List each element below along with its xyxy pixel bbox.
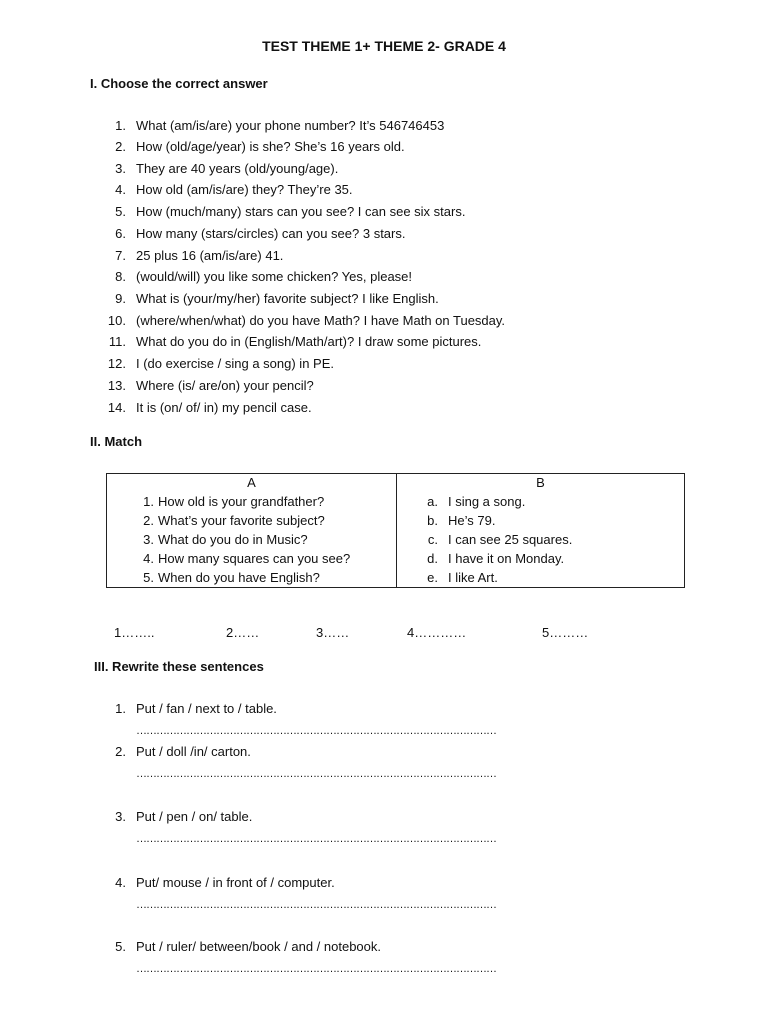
item-letter: a. (427, 494, 438, 509)
item-number: 11. (108, 334, 126, 349)
answer-line[interactable]: ……………………………………………………………………………………………… (136, 833, 496, 845)
answer-blank-2[interactable]: 2…… (226, 625, 260, 640)
item-number: 3. (143, 532, 154, 547)
item-text: How many squares can you see? (158, 551, 351, 566)
item-number: 5. (115, 939, 126, 954)
section-1-heading: I. Choose the correct answer (90, 76, 268, 91)
item-number: 3. (115, 809, 126, 824)
list-item (397, 492, 684, 511)
item-text: I sing a song. (448, 494, 526, 509)
item-text: What’s your favorite subject? (158, 513, 325, 528)
answer-blank-4[interactable]: 4………… (407, 625, 467, 640)
item-text: (where/when/what) do you have Math? I have Math on Tuesday. (136, 313, 506, 328)
item-number: 4. (115, 875, 126, 890)
column-b (397, 474, 685, 588)
item-letter: b. (427, 513, 438, 528)
item-text: They are 40 years (old/young/age). (136, 161, 339, 176)
item-text: What do you do in (English/Math/art)? I draw some pictures. (136, 334, 482, 349)
answer-line[interactable]: ……………………………………………………………………………………………… (136, 725, 496, 737)
item-text: Put/ mouse / in front of / computer. (136, 875, 335, 890)
answer-blank-5[interactable]: 5……… (542, 625, 589, 640)
item-number: 7. (115, 248, 126, 263)
item-number: 1. (115, 701, 126, 716)
item-text: I (do exercise / sing a song) in PE. (136, 356, 334, 371)
item-number: 1. (143, 494, 154, 509)
item-text: It is (on/ of/ in) my pencil case. (136, 400, 312, 415)
item-text: How old is your grandfather? (158, 494, 325, 509)
item-letter: c. (427, 532, 438, 547)
column-a (107, 474, 397, 588)
item-text: Where (is/ are/on) your pencil? (136, 378, 314, 393)
item-text: He’s 79. (448, 513, 496, 528)
list-item (107, 511, 396, 530)
item-number: 14. (107, 400, 126, 415)
item-letter: e. (427, 570, 438, 585)
page-title: TEST THEME 1+ THEME 2- GRADE 4 (262, 38, 506, 54)
item-text: What do you do in Music? (158, 532, 308, 547)
item-text: I have it on Monday. (448, 551, 565, 566)
item-text: What is (your/my/her) favorite subject? I like English. (136, 291, 439, 306)
item-number: 2. (115, 139, 126, 154)
item-text: How (much/many) stars can you see? I can see six stars. (136, 204, 466, 219)
section-3-heading: III. Rewrite these sentences (94, 659, 264, 674)
list-item (107, 568, 396, 587)
list-item (397, 530, 684, 549)
item-number: 8. (115, 269, 126, 284)
column-b-header: B (536, 475, 545, 490)
item-number: 12. (107, 356, 126, 371)
item-text: How (old/age/year) is she? She’s 16 years old. (136, 139, 405, 154)
match-table (106, 473, 685, 588)
item-number: 5. (143, 570, 154, 585)
item-text: Put / doll /in/ carton. (136, 744, 251, 759)
item-number: 2. (143, 513, 154, 528)
item-text: 25 plus 16 (am/is/are) 41. (136, 248, 284, 263)
list-item (107, 492, 396, 511)
item-text: Put / ruler/ between/book / and / notebook. (136, 939, 381, 954)
item-number: 13. (107, 378, 126, 393)
item-number: 1. (115, 118, 126, 133)
list-item (107, 549, 396, 568)
list-item (107, 530, 396, 549)
item-number: 5. (115, 204, 126, 219)
item-text: How many (stars/circles) can you see? 3 stars. (136, 226, 406, 241)
item-text: I like Art. (448, 570, 498, 585)
list-item (397, 568, 684, 587)
item-letter: d. (427, 551, 438, 566)
item-text: When do you have English? (158, 570, 320, 585)
item-number: 9. (115, 291, 126, 306)
item-number: 4. (143, 551, 154, 566)
item-number: 6. (115, 226, 126, 241)
answer-line[interactable]: ……………………………………………………………………………………………… (136, 768, 496, 780)
answer-line[interactable]: ……………………………………………………………………………………………… (136, 899, 496, 911)
item-text: (would/will) you like some chicken? Yes, please! (136, 269, 413, 284)
section-2-heading: II. Match (90, 434, 143, 449)
list-item (397, 549, 684, 568)
item-text: Put / pen / on/ table. (136, 809, 253, 824)
item-text: I can see 25 squares. (448, 532, 573, 547)
answer-line[interactable]: ……………………………………………………………………………………………… (136, 963, 496, 975)
item-text: What (am/is/are) your phone number? It’s 546746453 (136, 118, 445, 133)
item-text: Put / fan / next to / table. (136, 701, 277, 716)
item-number: 4. (115, 182, 126, 197)
item-text: How old (am/is/are) they? They’re 35. (136, 182, 353, 197)
answer-blank-3[interactable]: 3…… (316, 625, 350, 640)
column-a-header: A (247, 475, 256, 490)
answer-blank-1[interactable]: 1…….. (114, 625, 155, 640)
item-number: 10. (107, 313, 126, 328)
list-item (397, 511, 684, 530)
item-number: 2. (115, 744, 126, 759)
item-number: 3. (115, 161, 126, 176)
